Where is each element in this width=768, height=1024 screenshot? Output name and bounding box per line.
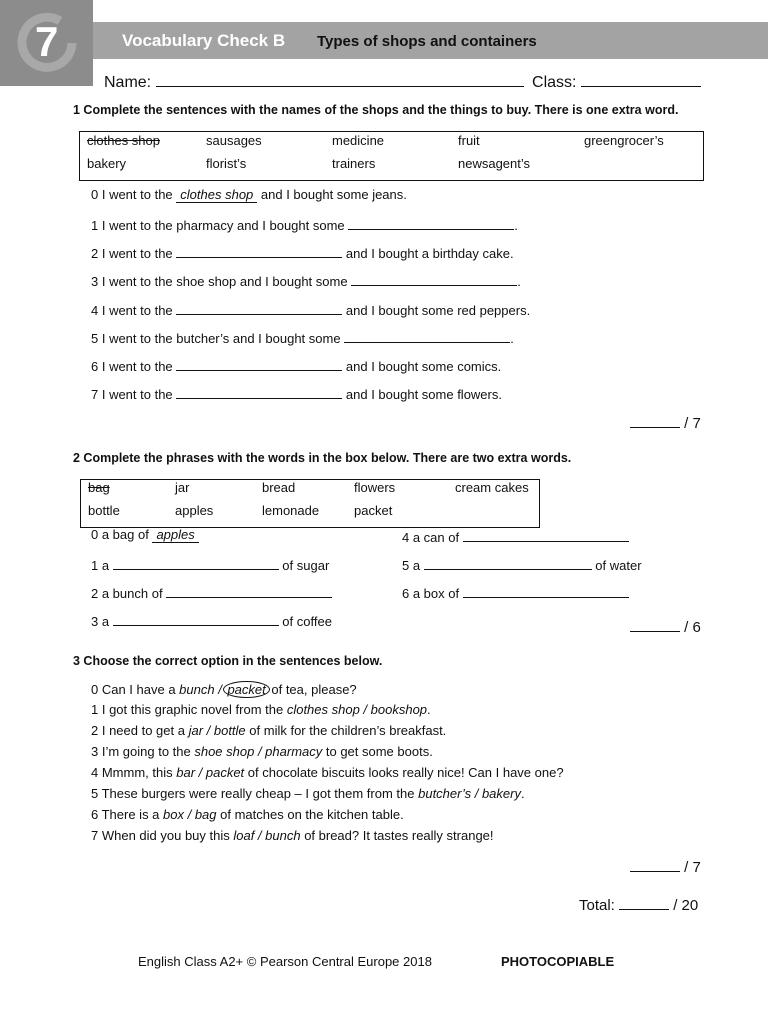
- answer-blank[interactable]: [176, 300, 342, 315]
- ex2-right-6: [402, 583, 629, 601]
- answer-blank[interactable]: [113, 555, 279, 570]
- word-box-item: bakery: [87, 156, 127, 171]
- ex2-score: [630, 617, 701, 636]
- word-box-item: fruit: [458, 133, 480, 148]
- line-text: 5 a: [402, 558, 424, 573]
- answer-blank[interactable]: [113, 611, 279, 626]
- word-box-item: trainers: [332, 156, 376, 171]
- ex3-item-7: [91, 828, 494, 843]
- word-box-item: newsagent’s: [458, 156, 531, 171]
- total-score: [579, 895, 698, 914]
- line-text: of matches on the kitchen table.: [216, 807, 404, 822]
- option-text[interactable]: jar / bottle: [188, 723, 246, 738]
- ex3-item-3: [91, 744, 433, 759]
- ex3-item-1: [91, 702, 431, 717]
- ex2-left-0: [91, 527, 199, 543]
- answer-blank[interactable]: [351, 271, 517, 286]
- circled-option: packet: [223, 681, 269, 698]
- line-text: .: [520, 786, 525, 801]
- line-text: and I bought some comics.: [342, 359, 502, 374]
- line-text: and I bought some red peppers.: [342, 303, 531, 318]
- ex2-left-3: [91, 611, 332, 629]
- ex2-left-1: [91, 555, 329, 573]
- answer-blank[interactable]: [176, 384, 342, 399]
- option-text[interactable]: box / bag: [163, 807, 217, 822]
- page-subtitle: Types of shops and containers: [317, 33, 537, 50]
- answer-blank[interactable]: [176, 356, 342, 371]
- ex1-line-1: [91, 215, 518, 233]
- line-text: 4 a can of: [402, 530, 463, 545]
- footer-photocopiable: PHOTOCOPIABLE: [501, 954, 615, 969]
- ex2-word-box: [80, 479, 540, 528]
- score-total: / 7: [684, 415, 701, 432]
- score-total: / 7: [684, 859, 701, 876]
- option-text[interactable]: shoe shop / pharmacy: [194, 744, 323, 759]
- line-text: to get some boots.: [322, 744, 433, 759]
- ex3-item-6: [91, 807, 404, 822]
- option-text[interactable]: clothes shop / bookshop: [286, 702, 428, 717]
- line-text: .: [517, 274, 521, 289]
- word-box-item: florist’s: [206, 156, 247, 171]
- unit-number: 7: [35, 18, 59, 65]
- ex3-item-5: [91, 786, 525, 801]
- line-text: of milk for the children’s breakfast.: [245, 723, 447, 738]
- word-box-item: flowers: [354, 480, 396, 495]
- score-blank[interactable]: [630, 617, 680, 632]
- line-text: and I bought some flowers.: [342, 387, 502, 402]
- line-text: 0 Can I have a: [91, 682, 180, 697]
- unit-badge: [0, 0, 93, 86]
- word-box-item: greengrocer’s: [584, 133, 664, 148]
- score-total: / 20: [673, 897, 699, 914]
- word-box-item: medicine: [332, 133, 385, 148]
- ex1-line-2: [91, 243, 514, 261]
- word-box-item: lemonade: [262, 503, 320, 518]
- option-text[interactable]: loaf / bunch: [233, 828, 301, 843]
- line-text: 1 I went to the pharmacy and I bought some: [91, 218, 349, 233]
- line-text: .: [510, 331, 514, 346]
- line-text: and I bought a birthday cake.: [342, 246, 514, 261]
- answer-blank[interactable]: [348, 215, 514, 230]
- option-text: bunch: [179, 682, 215, 697]
- ex2-right-4: [402, 527, 629, 545]
- ex3-item-4: [91, 765, 564, 780]
- answer-blank[interactable]: [463, 527, 629, 542]
- line-text: of water: [591, 558, 642, 573]
- answer-blank[interactable]: [166, 583, 332, 598]
- answer-blank[interactable]: [344, 328, 510, 343]
- line-text: 3 a: [91, 614, 113, 629]
- score-total: / 6: [684, 619, 701, 636]
- score-blank[interactable]: [630, 857, 680, 872]
- ex3-item-0: [91, 681, 357, 698]
- ex1-line-6: [91, 356, 501, 374]
- class-label: Class:: [532, 74, 577, 91]
- line-text: 2 I went to the: [91, 246, 177, 261]
- line-text: of sugar: [278, 558, 330, 573]
- line-text: .: [427, 702, 431, 717]
- option-separator: /: [214, 682, 226, 697]
- ex2-instruction: 2 Complete the phrases with the words in the box below. There are two extra words.: [73, 451, 572, 465]
- word-box-item: bag: [88, 480, 110, 495]
- line-text: 2 a bunch of: [91, 586, 167, 601]
- ex3-score: [630, 857, 701, 876]
- line-text: 6 I went to the: [91, 359, 177, 374]
- ex1-word-box: [79, 131, 704, 181]
- line-text: of bread? It tastes really strange!: [300, 828, 494, 843]
- line-text: 4 Mmmm, this: [91, 765, 177, 780]
- line-text: 1 I got this graphic novel from the: [91, 702, 287, 717]
- line-text: of coffee: [278, 614, 332, 629]
- line-text: 1 a: [91, 558, 113, 573]
- ex2-left-2: [91, 583, 332, 601]
- line-text: 6 There is a: [91, 807, 164, 822]
- answer-blank[interactable]: [424, 555, 592, 570]
- line-text: 7 I went to the: [91, 387, 177, 402]
- line-text: 3 I’m going to the: [91, 744, 195, 759]
- line-text: and I bought some jeans.: [257, 187, 407, 202]
- name-field[interactable]: [156, 72, 524, 87]
- ex1-score: [630, 413, 701, 432]
- answer-blank[interactable]: [463, 583, 629, 598]
- line-text: 5 These burgers were really cheap – I got them from the: [91, 786, 419, 801]
- line-text: of chocolate biscuits looks really nice! Can I have one?: [244, 765, 564, 780]
- ex2-right-5: [402, 555, 642, 573]
- student-info: [104, 72, 701, 92]
- line-text: 7 When did you buy this: [91, 828, 234, 843]
- ex1-line-3: [91, 271, 521, 289]
- line-text: 0 a bag of: [91, 527, 153, 542]
- word-box-item: bottle: [88, 503, 120, 518]
- score-blank[interactable]: [630, 413, 680, 428]
- ex1-line-7: [91, 384, 502, 402]
- line-text: 5 I went to the butcher’s and I bought some: [91, 331, 345, 346]
- total-label: Total:: [579, 897, 615, 914]
- answer-blank[interactable]: [176, 243, 342, 258]
- word-box-item: packet: [354, 503, 393, 518]
- option-text[interactable]: bar / packet: [176, 765, 245, 780]
- word-box-item: cream cakes: [455, 480, 529, 495]
- ex1-line-4: [91, 300, 530, 318]
- name-label: Name:: [104, 74, 152, 91]
- score-blank[interactable]: [619, 895, 669, 910]
- line-text: 4 I went to the: [91, 303, 177, 318]
- word-box-item: clothes shop: [87, 133, 160, 148]
- page-title: Vocabulary Check B: [122, 31, 286, 50]
- class-field[interactable]: [581, 72, 701, 87]
- ex3-instruction: 3 Choose the correct option in the sentences below.: [73, 654, 383, 668]
- line-text: 6 a box of: [402, 586, 463, 601]
- example-answer: apples: [152, 528, 198, 543]
- line-text: 0 I went to the: [91, 187, 177, 202]
- option-text[interactable]: butcher’s / bakery: [418, 786, 521, 801]
- line-text: 3 I went to the shoe shop and I bought some: [91, 274, 352, 289]
- ex1-line-0: [91, 187, 407, 203]
- line-text: of tea, please?: [267, 682, 357, 697]
- example-answer: clothes shop: [176, 188, 257, 203]
- line-text: .: [514, 218, 518, 233]
- word-box-item: sausages: [206, 133, 262, 148]
- ex1-instruction: 1 Complete the sentences with the names of the shops and the things to buy. There is one extra word.: [73, 103, 679, 117]
- line-text: 2 I need to get a: [91, 723, 189, 738]
- word-box-item: jar: [175, 480, 190, 495]
- footer-copyright: English Class A2+ © Pearson Central Europe 2018: [138, 954, 432, 969]
- ex1-line-5: [91, 328, 514, 346]
- ex3-item-2: [91, 723, 446, 738]
- word-box-item: bread: [262, 480, 296, 495]
- word-box-item: apples: [175, 503, 214, 518]
